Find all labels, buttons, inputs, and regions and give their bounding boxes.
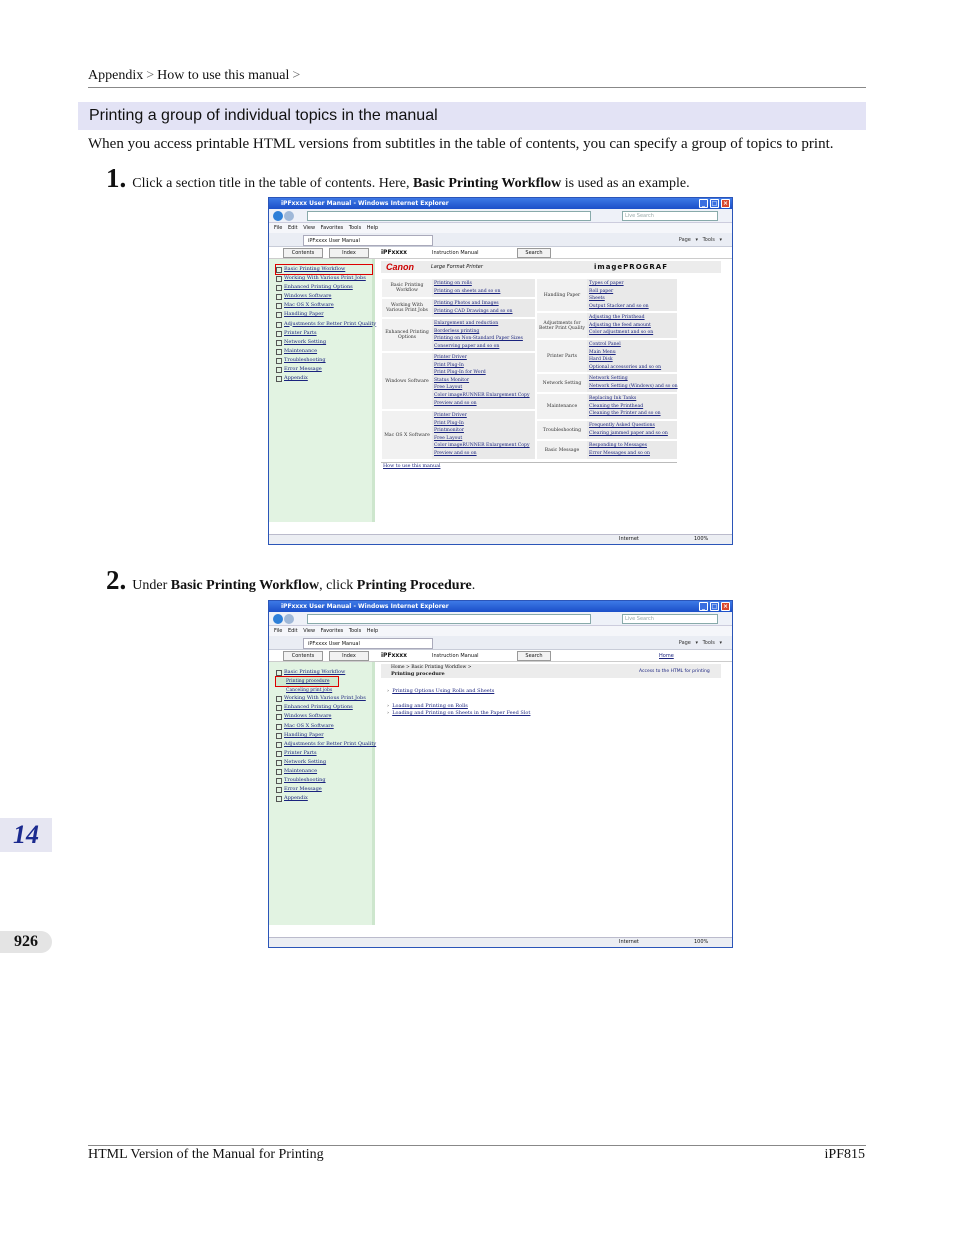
- topic-group: [382, 353, 535, 409]
- tab-contents[interactable]: Contents: [283, 651, 323, 661]
- breadcrumb-item[interactable]: Appendix: [88, 68, 144, 83]
- app-header: [269, 247, 732, 259]
- manual-label: Instruction Manual: [432, 250, 479, 256]
- step-2: [106, 565, 475, 596]
- topic-link[interactable]: Preview and so on: [434, 400, 477, 406]
- tab-index[interactable]: Index: [329, 248, 369, 258]
- zone-label: Internet: [619, 536, 639, 542]
- back-icon[interactable]: [273, 211, 283, 221]
- minimize-icon[interactable]: _: [699, 602, 708, 611]
- topic-link[interactable]: Status Monitor: [434, 377, 470, 383]
- toc-item[interactable]: Enhanced Printing Options: [276, 283, 372, 292]
- toc-item[interactable]: Printer Parts: [276, 329, 372, 338]
- toc-item[interactable]: Adjustments for Better Print Quality: [276, 740, 372, 749]
- toc-item[interactable]: Appendix: [276, 794, 372, 803]
- menu-bar[interactable]: File Edit View Favorites Tools Help: [269, 223, 732, 233]
- topic-group: [537, 421, 677, 439]
- topic-group: [537, 313, 677, 338]
- address-bar: [269, 209, 732, 223]
- topic-link[interactable]: Printmonitor: [434, 428, 464, 434]
- page-body: [269, 662, 732, 925]
- imageprograf-logo: imagePROGRAF: [594, 263, 668, 271]
- topic-link[interactable]: Enlargement and reduction: [434, 321, 499, 326]
- close-icon[interactable]: ×: [722, 603, 729, 610]
- topic-group: [382, 411, 535, 459]
- favorites-bar: [269, 636, 732, 650]
- topic-link[interactable]: Types of paper: [589, 281, 624, 286]
- tab-contents[interactable]: Contents: [283, 248, 323, 258]
- step-number: 1.: [106, 163, 127, 193]
- topic-link[interactable]: Cleaning the Printer and so on: [589, 411, 661, 417]
- topic-link[interactable]: Hard Disk: [589, 357, 613, 363]
- footer-rule: [88, 1145, 866, 1146]
- window-title: iPFxxxx User Manual - Windows Internet Explorer: [281, 200, 449, 207]
- topic-link[interactable]: Free Layout: [434, 435, 463, 441]
- status-bar: [269, 534, 732, 544]
- close-icon[interactable]: ×: [722, 200, 729, 207]
- topic-link[interactable]: Responding to Messages: [589, 443, 647, 448]
- page-body: [269, 259, 732, 522]
- topic-group-label: Basic Printing Workflow: [382, 279, 432, 297]
- step-bold: Basic Printing Workflow: [170, 578, 320, 593]
- topic-link[interactable]: Main Menu: [589, 349, 616, 355]
- window-titlebar: [269, 198, 732, 209]
- topic-group: [382, 279, 535, 297]
- topic-group: [537, 394, 677, 419]
- brand-bar: [381, 261, 721, 273]
- topic-link[interactable]: Printing Photos and Images: [434, 301, 499, 306]
- address-bar: [269, 612, 732, 626]
- topic-link[interactable]: Adjusting the Printhead: [589, 315, 645, 320]
- intro-text: When you access printable HTML versions from subtitles in the table of contents, you can specify a group of topics to print.: [88, 136, 834, 152]
- topic-group-label: Troubleshooting: [537, 421, 587, 439]
- step-number: 2.: [106, 565, 127, 595]
- search-button[interactable]: Search: [517, 651, 551, 661]
- chapter-tab: 14: [0, 818, 52, 852]
- topic-link[interactable]: Printer Driver: [434, 355, 467, 360]
- toc-item[interactable]: Network Setting: [276, 758, 372, 767]
- tab-index[interactable]: Index: [329, 651, 369, 661]
- topic-link[interactable]: Printing CAD Drawings and so on: [434, 308, 513, 314]
- topic-link[interactable]: Replacing Ink Tanks: [589, 396, 637, 401]
- topic-group-label: Adjustments for Better Print Quality: [537, 313, 587, 338]
- topic-link[interactable]: Sheets: [589, 296, 605, 302]
- header-rule: [88, 87, 866, 88]
- browser-screenshot-1: [268, 197, 733, 545]
- browser-screenshot-2: [268, 600, 733, 948]
- toc-item[interactable]: Adjustments for Better Print Quality: [276, 320, 372, 329]
- breadcrumb-item[interactable]: How to use this manual: [157, 68, 290, 83]
- toc-item[interactable]: Maintenance: [276, 347, 372, 356]
- breadcrumb-sep: >: [146, 68, 155, 83]
- topic-group-label: Maintenance: [537, 394, 587, 419]
- topic-link[interactable]: Color adjustment and so on: [589, 330, 654, 336]
- access-html-link[interactable]: Access to the HTML for printing: [639, 669, 710, 674]
- topic-link[interactable]: Clearing jammed paper and so on: [589, 430, 668, 436]
- topic-link[interactable]: Network Setting (Windows) and so on: [589, 383, 678, 389]
- step-text: Click a section title in the table of contents. Here,: [132, 176, 413, 191]
- forward-icon[interactable]: [284, 211, 294, 221]
- toc-item[interactable]: Enhanced Printing Options: [276, 703, 372, 712]
- breadcrumb: [88, 68, 303, 84]
- how-to-link[interactable]: How to use this manual: [383, 464, 441, 469]
- toc-item[interactable]: Error Message: [276, 365, 372, 374]
- topic-group: [537, 441, 677, 459]
- subtopic-link[interactable]: › Loading and Printing on Rolls: [387, 703, 468, 709]
- topic-link[interactable]: Cleaning the Printhead: [589, 403, 644, 409]
- step-1: [106, 163, 690, 194]
- toc-item[interactable]: Maintenance: [276, 767, 372, 776]
- toc-item[interactable]: Working With Various Print Jobs: [276, 274, 372, 283]
- page-heading: Printing procedure: [391, 671, 445, 677]
- step-text: is used as an example.: [561, 176, 690, 191]
- toc-item[interactable]: Appendix: [276, 374, 372, 383]
- maximize-icon[interactable]: □: [711, 603, 718, 610]
- brand-tagline: Large Format Printer: [431, 264, 483, 270]
- window-titlebar: [269, 601, 732, 612]
- step-text: .: [471, 578, 476, 593]
- search-button[interactable]: Search: [517, 248, 551, 258]
- topic-group-label: Enhanced Printing Options: [382, 319, 432, 351]
- page-number: 926: [0, 931, 52, 953]
- home-link[interactable]: Home: [659, 653, 674, 659]
- topic-link[interactable]: Frequently Asked Questions: [589, 423, 655, 428]
- topic-link[interactable]: Output Stacker and so on: [589, 303, 649, 309]
- topic-group: [382, 319, 535, 351]
- topic-group-label: Basic Message: [537, 441, 587, 459]
- zoom-label[interactable]: 100%: [694, 939, 709, 945]
- topic-link[interactable]: Borderless printing: [434, 328, 480, 334]
- toc-item[interactable]: Error Message: [276, 785, 372, 794]
- topic-link[interactable]: Print Plug-In: [434, 420, 464, 426]
- step-text: , click: [319, 578, 357, 593]
- topic-link[interactable]: Print Plug-In: [434, 362, 464, 368]
- topic-link[interactable]: Network Setting: [589, 376, 628, 381]
- topic-link[interactable]: Print Plug-In for Word: [434, 370, 486, 376]
- footer-title: HTML Version of the Manual for Printing: [88, 1147, 324, 1162]
- toc-item[interactable]: Basic Printing Workflow: [276, 668, 372, 677]
- toc-item[interactable]: Handling Paper: [276, 310, 372, 319]
- toc-subitem[interactable]: Canceling print jobs: [286, 687, 333, 693]
- toolbar-tools[interactable]: Page ▾ Tools ▾: [678, 237, 722, 243]
- manual-label: Instruction Manual: [432, 653, 479, 659]
- minimize-icon[interactable]: _: [699, 199, 708, 208]
- topic-group-label: Mac OS X Software: [382, 411, 432, 459]
- product-name: iPFxxxx: [381, 249, 408, 256]
- topic-link[interactable]: Color imageRUNNER Enlargement Copy: [434, 392, 530, 398]
- step-text: Under: [132, 578, 171, 593]
- back-icon[interactable]: [273, 614, 283, 624]
- toc-item[interactable]: Working With Various Print Jobs: [276, 694, 372, 703]
- divider: [381, 462, 677, 463]
- toc-item[interactable]: Windows Software: [276, 292, 372, 301]
- topic-group: [537, 374, 677, 392]
- toc-sidebar: [269, 259, 375, 522]
- toolbar-tools[interactable]: Page ▾ Tools ▾: [678, 640, 722, 646]
- url-input[interactable]: [307, 211, 591, 221]
- browser-tab[interactable]: iPFxxxx User Manual: [303, 235, 433, 246]
- topic-group: [382, 299, 535, 317]
- topic-group-label: Printer Parts: [537, 340, 587, 372]
- browser-tab[interactable]: iPFxxxx User Manual: [303, 638, 433, 649]
- menu-bar[interactable]: File Edit View Favorites Tools Help: [269, 626, 732, 636]
- toc-item[interactable]: Mac OS X Software: [276, 301, 372, 310]
- topic-link[interactable]: Conserving paper and so on: [434, 343, 500, 349]
- topic-link[interactable]: Roll paper: [589, 288, 614, 294]
- window-title: iPFxxxx User Manual - Windows Internet Explorer: [281, 603, 449, 610]
- step-bold: Printing Procedure: [356, 578, 472, 593]
- subtopic-link[interactable]: › Loading and Printing on Sheets in the Paper Feed Slot: [387, 710, 531, 716]
- toc-item[interactable]: Troubleshooting: [276, 776, 372, 785]
- topic-link[interactable]: Preview and so on: [434, 450, 477, 456]
- toc-item[interactable]: Printer Parts: [276, 749, 372, 758]
- search-input[interactable]: Live Search: [622, 614, 718, 624]
- status-bar: [269, 937, 732, 947]
- page-crumb[interactable]: Home > Basic Printing Workflow >: [391, 665, 472, 670]
- canon-logo: Canon: [386, 262, 414, 272]
- topic-group-label: Handling Paper: [537, 279, 587, 311]
- topic-link[interactable]: Printer Driver: [434, 413, 467, 418]
- topic-link[interactable]: Printing on rolls: [434, 281, 472, 286]
- page-header-bar: [381, 664, 721, 678]
- search-input[interactable]: Live Search: [622, 211, 718, 221]
- topic-group: [537, 340, 677, 372]
- topic-group: [537, 279, 677, 311]
- breadcrumb-sep: >: [292, 68, 301, 83]
- topic-group-label: Working With Various Print Jobs: [382, 299, 432, 317]
- step-bold: Basic Printing Workflow: [412, 176, 562, 191]
- maximize-icon[interactable]: □: [711, 200, 718, 207]
- topic-link[interactable]: Printing on sheets and so on: [434, 288, 501, 294]
- topic-link[interactable]: Free Layout: [434, 385, 463, 391]
- url-input[interactable]: [307, 614, 591, 624]
- zoom-label[interactable]: 100%: [694, 536, 709, 542]
- favorites-bar: [269, 233, 732, 247]
- topic-link[interactable]: Optional accessories and so on: [589, 364, 662, 370]
- subtopic-link[interactable]: › Printing Options Using Rolls and Sheets: [387, 688, 495, 694]
- topic-link[interactable]: Error Messages and so on: [589, 450, 650, 456]
- toc-item[interactable]: Windows Software: [276, 712, 372, 721]
- forward-icon[interactable]: [284, 614, 294, 624]
- toc-sidebar: [269, 662, 375, 925]
- zone-label: Internet: [619, 939, 639, 945]
- toc-item[interactable]: Basic Printing Workflow: [276, 265, 372, 274]
- product-name: iPFxxxx: [381, 652, 408, 659]
- topic-group-label: Windows Software: [382, 353, 432, 409]
- topic-link[interactable]: Color imageRUNNER Enlargement Copy: [434, 443, 530, 449]
- toc-item[interactable]: Handling Paper: [276, 731, 372, 740]
- section-heading: Printing a group of individual topics in the manual: [78, 102, 866, 130]
- footer-model: iPF815: [824, 1147, 865, 1162]
- app-header: [269, 650, 732, 662]
- toc-item[interactable]: Mac OS X Software: [276, 722, 372, 731]
- topic-link[interactable]: Adjusting the feed amount: [589, 322, 651, 328]
- topic-link[interactable]: Printing on Non-Standard Paper Sizes: [434, 336, 523, 342]
- toc-item[interactable]: Network Setting: [276, 338, 372, 347]
- topic-link[interactable]: Control Panel: [589, 342, 621, 347]
- toc-item[interactable]: Troubleshooting: [276, 356, 372, 365]
- topic-group-label: Network Setting: [537, 374, 587, 392]
- toc-subitem[interactable]: Printing procedure: [276, 677, 338, 686]
